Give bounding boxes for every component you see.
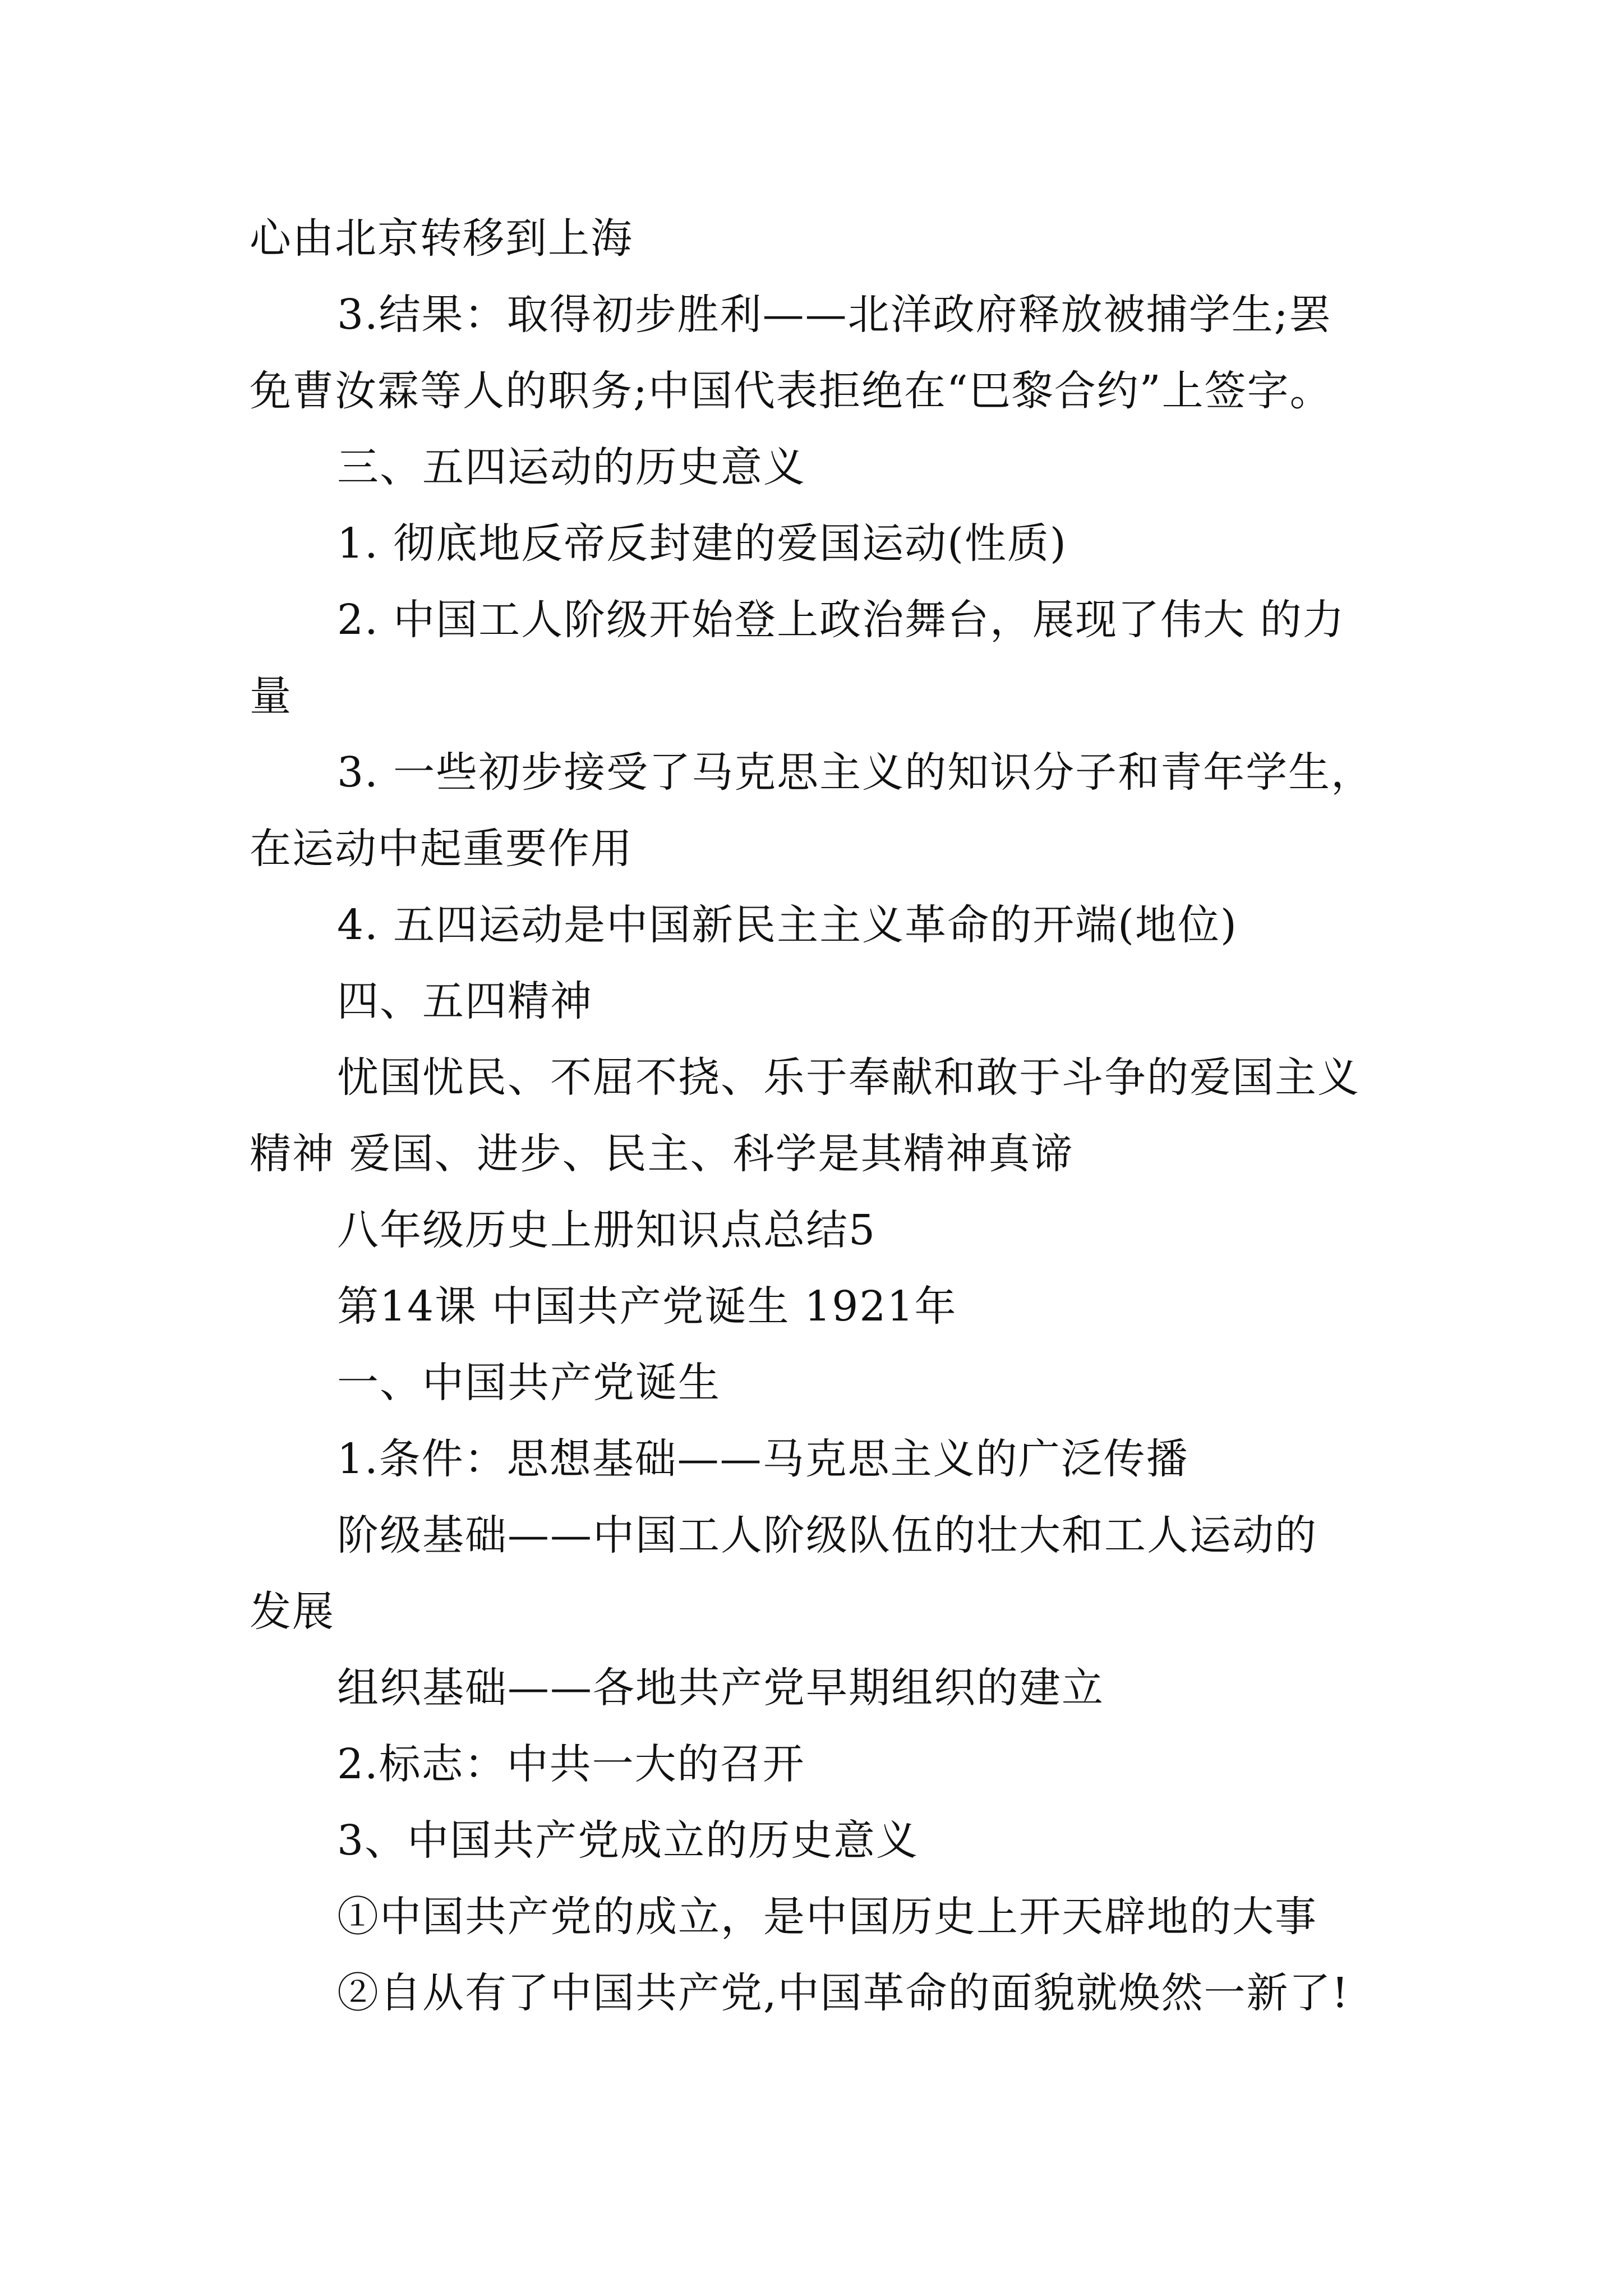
- text-line: 免曹汝霖等人的职务;中国代表拒绝在“巴黎合约”上签字。: [250, 367, 1332, 415]
- text-line: 精神 爱国、进步、民主、科学是其精神真谛: [250, 1130, 1074, 1178]
- text-line: 组织基础——各地共产党早期组织的建立: [337, 1664, 1104, 1712]
- text-line: 2.标志：中共一大的召开: [337, 1740, 805, 1788]
- section-heading: 第14课 中国共产党诞生 1921年: [337, 1282, 957, 1331]
- text-line: ②自从有了中国共产党,中国革命的面貌就焕然一新了!: [337, 1969, 1350, 2017]
- section-heading: 八年级历史上册知识点总结5: [337, 1206, 877, 1254]
- text-line: 心由北京转移到上海: [250, 214, 633, 263]
- text-line: 阶级基础——中国工人阶级队伍的壮大和工人运动的: [337, 1511, 1317, 1559]
- section-heading: 四、五四精神: [337, 977, 593, 1025]
- section-heading: 一、中国共产党诞生: [337, 1359, 721, 1407]
- text-line: 量: [250, 672, 292, 720]
- text-line: 在运动中起重要作用: [250, 825, 633, 873]
- text-line: 1.条件：思想基础——马克思主义的广泛传播: [337, 1435, 1189, 1483]
- text-line: 4. 五四运动是中国新民主主义革命的开端(地位): [337, 901, 1238, 949]
- text-line: 1. 彻底地反帝反封建的爱国运动(性质): [337, 519, 1067, 568]
- section-heading: 3、中国共产党成立的历史意义: [337, 1816, 919, 1865]
- section-heading: 三、五四运动的历史意义: [337, 443, 806, 491]
- text-line: ①中国共产党的成立，是中国历史上开天辟地的大事: [337, 1893, 1317, 1941]
- text-line: 3.结果：取得初步胜利——北洋政府释放被捕学生;罢: [337, 291, 1332, 339]
- text-line: 2. 中国工人阶级开始登上政治舞台，展现了伟大 的力: [337, 596, 1345, 644]
- text-line: 忧国忧民、不屈不挠、乐于奉献和敢于斗争的爱国主义: [337, 1053, 1360, 1102]
- text-line: 3. 一些初步接受了马克思主义的知识分子和青年学生，: [337, 748, 1374, 797]
- text-line: 发展: [250, 1588, 335, 1636]
